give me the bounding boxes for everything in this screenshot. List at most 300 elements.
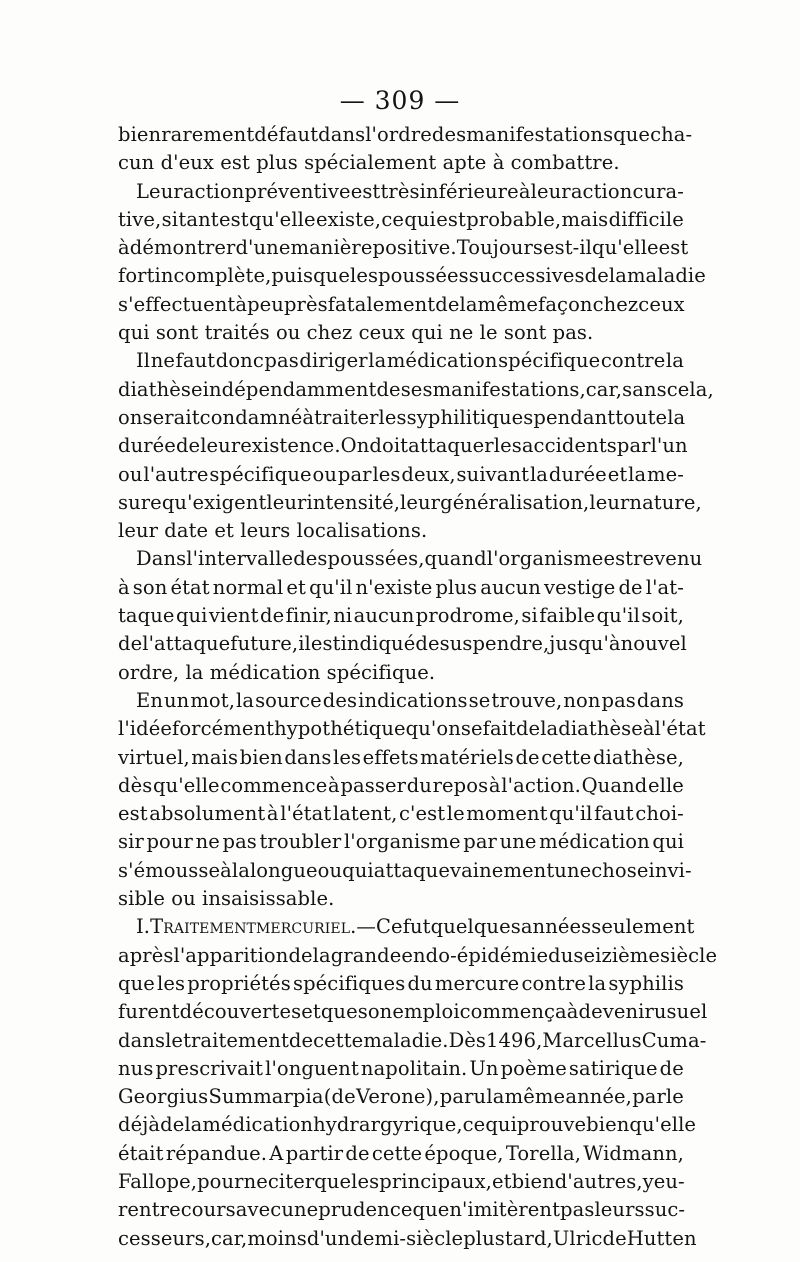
text-line — [118, 857, 692, 885]
text-line — [118, 432, 688, 460]
word: à — [266, 802, 279, 826]
word: ne — [150, 349, 175, 373]
word: leur — [589, 490, 630, 514]
word: des — [431, 123, 467, 146]
word: maladie. — [363, 1028, 449, 1052]
word: Cuma- — [641, 1028, 707, 1052]
word: leur — [530, 179, 571, 203]
word: ni — [333, 604, 353, 628]
word: nature, — [629, 490, 702, 514]
text-line — [118, 262, 706, 290]
text-line — [118, 602, 684, 630]
word: mercuriel. — [256, 915, 357, 939]
word: de — [584, 264, 609, 288]
word: que — [613, 123, 651, 146]
text-line — [118, 998, 708, 1026]
word: En — [136, 688, 163, 712]
word: de — [175, 434, 201, 458]
word: Torella, — [505, 1141, 582, 1165]
word: que — [412, 1198, 450, 1222]
word: fait — [482, 717, 516, 741]
word: médication — [202, 1113, 314, 1137]
word: revenu — [633, 547, 703, 571]
word: un — [164, 688, 190, 712]
word: Traitement — [150, 915, 256, 939]
text-line — [118, 517, 684, 545]
word: recours — [159, 1198, 236, 1222]
word: à — [118, 575, 130, 599]
word: même — [504, 1085, 566, 1109]
word: qui — [175, 604, 208, 628]
word: la — [459, 292, 478, 316]
word: sans — [622, 377, 667, 401]
word: devenir — [578, 1000, 654, 1024]
word: siècle — [660, 943, 718, 967]
word: qu'il — [309, 575, 353, 599]
word: action — [570, 179, 633, 203]
word: doit — [369, 434, 409, 458]
word: puisque — [271, 264, 350, 288]
word: Verone), — [355, 1085, 440, 1109]
word: suspendre, — [439, 632, 550, 656]
word: A — [269, 1141, 284, 1165]
word: Summarpia — [208, 1085, 324, 1109]
word: à — [118, 236, 130, 260]
word: l'organisme — [343, 830, 461, 854]
word: cura- — [632, 179, 684, 203]
word: de — [288, 1028, 314, 1052]
word: dans — [118, 1028, 166, 1052]
word: qui — [652, 830, 684, 854]
word: leurs — [594, 1198, 645, 1222]
word: successives — [468, 264, 585, 288]
text-line — [118, 659, 684, 687]
word: du — [548, 943, 574, 967]
word: qu'elle — [248, 207, 316, 231]
word: cun — [118, 151, 155, 175]
word: partir — [285, 1141, 344, 1165]
word: les — [372, 462, 401, 486]
word: Marcellus — [542, 1028, 642, 1052]
text-line — [118, 1027, 707, 1055]
text-line — [118, 1196, 684, 1224]
word: existe, — [315, 207, 382, 231]
word: et — [491, 1169, 512, 1193]
word: deux, — [401, 462, 456, 486]
word: l'état — [280, 802, 332, 826]
word: une — [281, 1198, 319, 1222]
word: napolitain. — [360, 1056, 468, 1080]
word: diathèse, — [592, 745, 684, 769]
word: incomplète, — [154, 264, 272, 288]
word: ou — [171, 887, 196, 911]
word: suivant — [456, 462, 530, 486]
word: leur — [400, 490, 441, 514]
word: troubler — [259, 830, 342, 854]
word: ou — [317, 858, 343, 882]
word: car, — [585, 377, 623, 401]
word: prodrome, — [415, 604, 520, 628]
word: les — [378, 405, 407, 429]
word: la — [588, 971, 607, 995]
word: s'effectuent — [118, 292, 236, 316]
word: Un — [469, 1056, 499, 1080]
word: Fallope, — [118, 1169, 198, 1193]
word: près — [283, 292, 328, 316]
word: les — [157, 971, 186, 995]
word: ne — [195, 830, 220, 854]
word: découvertes — [179, 1000, 302, 1024]
word: sir — [118, 830, 144, 854]
text-line — [118, 376, 714, 404]
word: le — [446, 802, 465, 826]
word: me- — [647, 462, 684, 486]
word: que — [314, 1169, 352, 1193]
word: passer — [340, 773, 407, 797]
word: de — [435, 292, 460, 316]
word: faut — [594, 802, 634, 826]
word: de — [415, 632, 440, 656]
word: Widmann, — [583, 1141, 684, 1165]
word: à — [235, 292, 248, 316]
word: cette — [541, 745, 592, 769]
text-line — [118, 715, 706, 743]
word: spécifique. — [326, 660, 436, 684]
word: après — [118, 943, 174, 967]
word: vainement — [449, 858, 555, 882]
word: leur — [118, 519, 159, 543]
word: emploi — [392, 1000, 460, 1024]
word: durée — [548, 462, 607, 486]
word: de — [515, 745, 540, 769]
text-line — [118, 942, 718, 970]
word: on — [118, 405, 143, 429]
word: une — [554, 858, 592, 882]
word: fatalement — [327, 292, 436, 316]
word: serait — [142, 405, 200, 429]
word: peu — [247, 292, 284, 316]
word: pas — [264, 349, 299, 373]
word: époque, — [424, 1141, 504, 1165]
text-line — [118, 630, 687, 658]
word: tard, — [504, 1226, 553, 1250]
word: diathèse — [558, 717, 643, 741]
word: Quand — [581, 773, 648, 797]
word: leur — [200, 434, 241, 458]
word: cela, — [666, 377, 714, 401]
word: difficile — [608, 207, 684, 231]
word: forcément — [172, 717, 275, 741]
word: ou — [312, 462, 337, 486]
word: leur — [266, 490, 307, 514]
word: est — [436, 207, 466, 231]
word: et — [301, 1000, 321, 1024]
word: I. — [136, 915, 151, 939]
word: maladie — [626, 264, 706, 288]
word: poussées, — [327, 547, 425, 571]
word: la — [486, 1085, 505, 1109]
word: Il — [136, 349, 151, 373]
word: de — [288, 943, 313, 967]
word: que — [118, 971, 155, 995]
word: manifestations, — [432, 377, 586, 401]
word: à — [566, 1000, 579, 1024]
word: ce — [381, 207, 404, 231]
word: est-il — [542, 236, 593, 260]
word: soit, — [641, 604, 684, 628]
word: prudence — [318, 1198, 413, 1222]
word: commença — [459, 1000, 567, 1024]
word: ceux — [358, 321, 406, 345]
word: fort — [118, 264, 155, 288]
word: la — [236, 688, 255, 712]
word: cette — [371, 1141, 423, 1165]
word: la — [312, 943, 331, 967]
word: qu'exigent — [161, 490, 267, 514]
word: poème — [500, 1056, 567, 1080]
word: invi- — [648, 858, 692, 882]
word: à — [492, 151, 505, 175]
word: contre — [521, 971, 586, 995]
word: l'un — [650, 434, 688, 458]
word: déjà — [118, 1113, 161, 1137]
word: accidents — [521, 434, 617, 458]
word: est — [350, 179, 381, 203]
word: Ce — [376, 915, 403, 939]
word: endo-épidémie — [401, 943, 549, 967]
word: eu- — [653, 1169, 685, 1193]
word: fut — [402, 915, 431, 939]
word: cha- — [650, 123, 693, 146]
word: mais — [561, 207, 609, 231]
word: qu'on — [405, 717, 461, 741]
word: normal — [212, 575, 284, 599]
word: paru — [439, 1085, 487, 1109]
word: cesseurs, — [118, 1226, 212, 1250]
word: par — [616, 434, 651, 458]
word: son — [357, 1000, 393, 1024]
word: parle — [632, 1085, 684, 1109]
word: seizième — [573, 943, 661, 967]
text-line — [118, 1083, 684, 1111]
word: sible — [118, 887, 166, 911]
word: le — [165, 1028, 184, 1052]
word: il — [298, 632, 311, 656]
word: tive, — [118, 207, 162, 231]
word: — — [356, 915, 377, 939]
word: donc — [215, 349, 264, 373]
word: le — [479, 321, 498, 345]
word: l'autre — [143, 462, 209, 486]
word: médication — [209, 660, 321, 684]
word: l'ordre — [365, 123, 432, 146]
word: future, — [230, 632, 299, 656]
word: ses — [400, 377, 433, 401]
word: ou — [275, 321, 301, 345]
word: chose — [591, 858, 649, 882]
word: dans — [636, 688, 684, 712]
word: et — [214, 519, 234, 543]
word: l'action. — [501, 773, 581, 797]
word: repos — [432, 773, 489, 797]
word: syphilitiques — [406, 405, 534, 429]
word: est — [218, 207, 249, 231]
word: la — [231, 858, 250, 882]
word: qu'il — [596, 604, 640, 628]
word: qui — [411, 321, 443, 345]
word: d'un — [306, 1226, 351, 1250]
word: Hutten — [626, 1226, 697, 1250]
word: Dans — [136, 547, 187, 571]
word: de — [260, 604, 285, 628]
word: furent — [118, 1000, 180, 1024]
word: attaque — [373, 858, 450, 882]
word: pour — [197, 1169, 244, 1193]
text-line — [118, 772, 684, 800]
word: de — [659, 1056, 684, 1080]
word: latent, — [332, 802, 398, 826]
page-number: — 309 — — [339, 86, 461, 115]
word: bien — [511, 1169, 555, 1193]
word: attaquer — [408, 434, 494, 458]
text-line — [118, 149, 684, 177]
word: intensité, — [306, 490, 401, 514]
word: manière — [290, 236, 373, 260]
word: jusqu'à — [549, 632, 621, 656]
text-line — [118, 461, 684, 489]
word: date — [164, 519, 209, 543]
text-line — [118, 828, 684, 856]
word: moins — [247, 1226, 307, 1250]
word: la — [667, 405, 686, 429]
word: indiqué — [340, 632, 416, 656]
word: quelques — [430, 915, 521, 939]
word: de — [602, 1226, 627, 1250]
word: plus — [435, 575, 478, 599]
word: spécifique — [498, 349, 601, 373]
word: la — [540, 717, 559, 741]
word: son — [132, 575, 168, 599]
word: médication — [539, 830, 650, 854]
word: qui — [342, 858, 374, 882]
text-line — [118, 1225, 697, 1253]
word: de — [160, 1113, 185, 1137]
word: citer — [267, 1169, 315, 1193]
word: n'existe — [355, 575, 433, 599]
word: se — [460, 717, 483, 741]
word: insaisissable. — [201, 887, 335, 911]
word: moment — [466, 802, 548, 826]
word: hypothétique — [274, 717, 406, 741]
word: état — [170, 575, 210, 599]
word: traités — [204, 321, 270, 345]
word: pas — [560, 1198, 595, 1222]
word: est — [603, 547, 634, 571]
word: Dès — [448, 1028, 487, 1052]
word: se — [468, 688, 491, 712]
word: est — [118, 802, 148, 826]
word: et — [607, 462, 628, 486]
word: durée — [118, 434, 176, 458]
word: hydrargyrique, — [313, 1113, 463, 1137]
word: existence. — [240, 434, 341, 458]
word: ou — [118, 462, 143, 486]
word: la — [529, 462, 549, 486]
word: plus — [256, 151, 298, 175]
word: sure — [118, 490, 162, 514]
word: cette — [313, 1028, 364, 1052]
word: qui — [118, 321, 150, 345]
word: les — [351, 1169, 380, 1193]
text-line — [118, 178, 684, 206]
word: la — [184, 1113, 203, 1137]
word: à — [220, 858, 232, 882]
word: chez — [592, 292, 639, 316]
word: rarement — [161, 123, 255, 146]
word: à — [328, 773, 340, 797]
word: spécifique — [209, 462, 312, 486]
word: la — [628, 462, 647, 486]
word: leurs — [240, 519, 291, 543]
word: pendant — [533, 405, 616, 429]
text-line — [118, 347, 684, 375]
word: l'intervalle — [186, 547, 294, 571]
word: années — [520, 915, 592, 939]
word: usuel — [653, 1000, 708, 1024]
text-line — [118, 800, 684, 828]
word: faut — [175, 349, 216, 373]
word: la — [368, 349, 387, 373]
word: plus — [463, 1226, 505, 1250]
text-line — [118, 291, 684, 319]
word: choi- — [635, 802, 684, 826]
word: ceux — [638, 292, 685, 316]
text-line — [118, 574, 684, 602]
word: du — [407, 971, 433, 995]
word: l'idée — [118, 717, 172, 741]
text-line — [118, 1111, 697, 1139]
word: si — [161, 207, 179, 231]
word: une — [499, 830, 537, 854]
word: grande — [330, 943, 402, 967]
word: non — [563, 688, 601, 712]
word: des — [293, 547, 328, 571]
word: principaux, — [379, 1169, 492, 1193]
word: ne — [243, 1169, 268, 1193]
word: suc- — [644, 1198, 686, 1222]
word: nouvel — [620, 632, 687, 656]
text-line — [118, 1055, 684, 1083]
word: combattre. — [510, 151, 620, 175]
word: l'attaque — [142, 632, 231, 656]
word: à — [302, 405, 315, 429]
word: n'imitèrent — [449, 1198, 561, 1222]
text-line — [118, 885, 684, 913]
word: qu'elle — [153, 773, 220, 797]
word: pour — [146, 830, 193, 854]
text-line — [118, 404, 684, 432]
word: s'émousse — [118, 858, 221, 882]
word: matériels — [420, 745, 514, 769]
word: la — [608, 264, 627, 288]
word: par — [337, 462, 372, 486]
text-line — [118, 545, 703, 573]
word: ce — [462, 1113, 486, 1137]
word: du — [406, 773, 432, 797]
word: Toujours — [456, 236, 543, 260]
word: indications — [358, 688, 468, 712]
body-text — [118, 121, 718, 1253]
